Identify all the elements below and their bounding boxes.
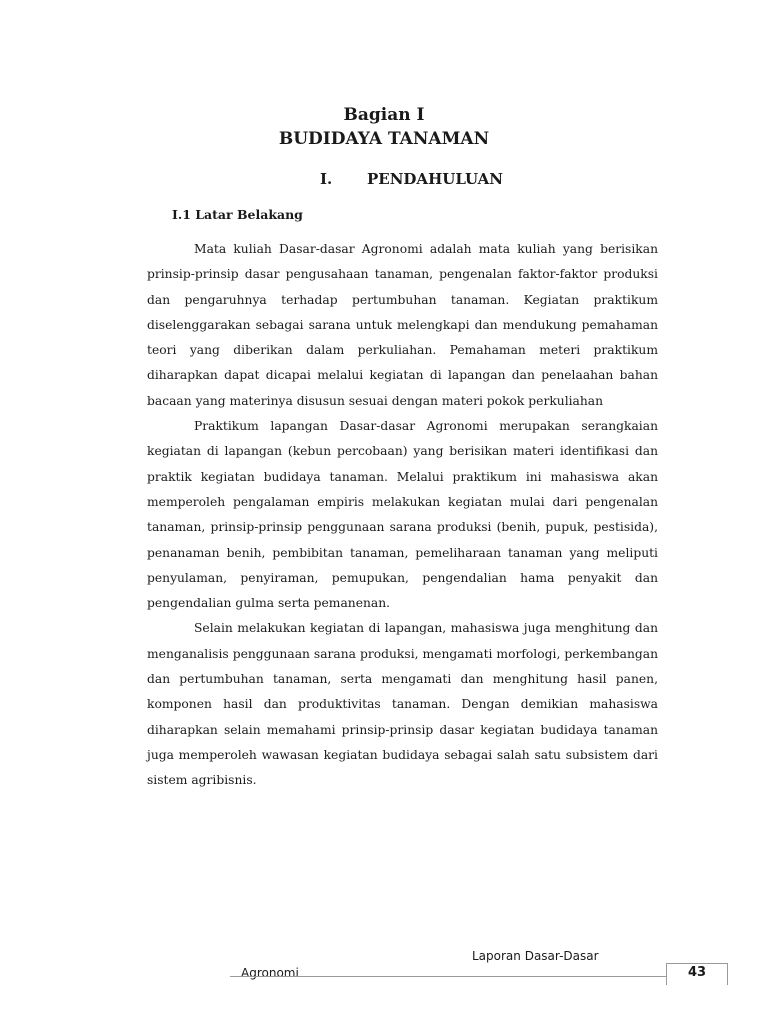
body-text <box>147 237 658 794</box>
chapter-title: PENDAHULUAN <box>367 170 504 188</box>
paragraph-1: Mata kuliah Dasar-dasar Agronomi adalah mata kuliah yang berisikan prinsip-prinsip dasar pengusahaan tanaman, pengenalan faktor-faktor produksi dan pengaruhnya terhadap pertumbuhan tanaman. Kegiatan praktikum diselenggarakan sebagai sarana untuk melengkapi dan mendukung pemahaman teori yang diberikan dalam perkuliahan. Pemahaman meteri praktikum diharapkan dapat dicapai melalui kegiatan di lapangan dan penelaahan bahan bacaan yang materinya disusun sesuai dengan materi pokok perkuliahan <box>147 242 658 408</box>
page-number: 43 <box>687 965 707 980</box>
footer-report-title-line1: Laporan Dasar-Dasar <box>472 949 599 963</box>
part-title: BUDIDAYA TANAMAN <box>278 129 490 149</box>
section-subtitle: I.1 Latar Belakang <box>172 207 303 222</box>
footer-report-title-line2: Agronomi <box>241 966 299 980</box>
footer-divider <box>230 976 666 977</box>
chapter-number: I. <box>320 170 333 188</box>
chapter-heading <box>320 168 503 190</box>
part-heading: Bagian I <box>343 105 425 125</box>
paragraph-2: Praktikum lapangan Dasar-dasar Agronomi merupakan serangkaian kegiatan di lapangan (kebun percobaan) yang berisikan materi identifikasi dan praktik kegiatan budidaya tanaman. Melalui praktikum ini mahasiswa akan memperoleh pengalaman empiris melakukan kegiatan mulai dari pengenalan tanaman, prinsip-prinsip penggunaan sarana produksi (benih, pupuk, pestisida), penanaman benih, pembibitan tanaman, pemeliharaan tanaman yang meliputi penyulaman, penyiraman, pemupukan, pengendalian hama penyakit dan pengendalian gulma serta pemanenan. <box>147 419 658 611</box>
paragraph-3: Selain melakukan kegiatan di lapangan, mahasiswa juga menghitung dan menganalisis penggunaan sarana produksi, mengamati morfologi, perkembangan dan pertumbuhan tanaman, serta mengamati dan menghitung hasil panen, komponen hasil dan produktivitas tanaman. Dengan demikian mahasiswa diharapkan selain memahami prinsip-prinsip dasar kegiatan budidaya tanaman juga memperoleh wawasan kegiatan budidaya sebagai salah satu subsistem dari sistem agribisnis. <box>147 621 658 788</box>
